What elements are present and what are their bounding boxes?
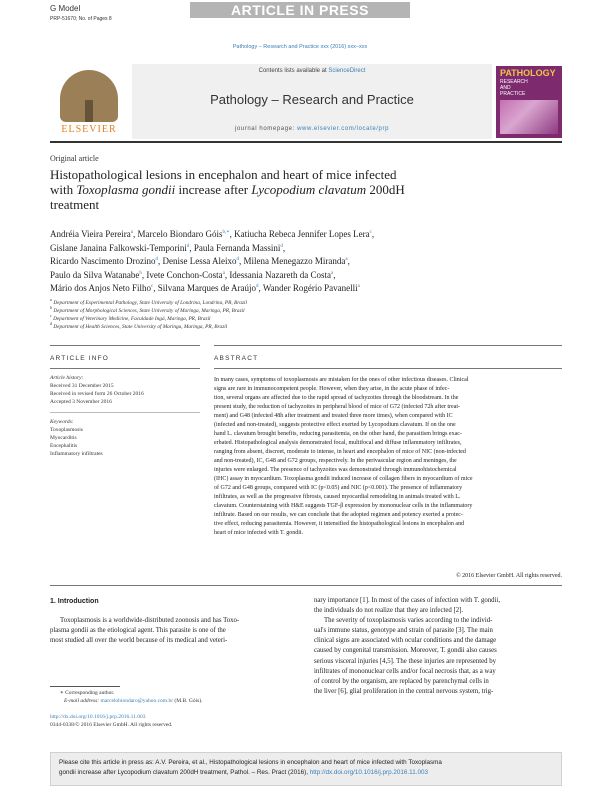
affil-sup[interactable]: b (139, 270, 142, 276)
citation-line-1: Please cite this article in press as: A.V. Pereira, et al., Histopathological lesions in encephalon and heart of mice infected with Toxoplasma (59, 759, 442, 766)
intro-line: ual's immune status, genotype and strain of parasite [3]. The main (314, 627, 493, 635)
abstract-top-rule (214, 345, 562, 346)
elsevier-tree-icon (60, 70, 118, 122)
affil-sup[interactable]: a (331, 270, 334, 276)
author-name[interactable]: Mário dos Anjos Neto Filho (50, 283, 152, 294)
abstract-sub-rule (214, 368, 562, 369)
affil-sup[interactable]: a (222, 270, 225, 276)
title-species-1: Toxoplasma gondii (76, 182, 176, 197)
doi-line (50, 714, 146, 720)
keyword-item[interactable]: Inflammatory infiltrates (50, 451, 103, 457)
abstract-body (214, 376, 562, 538)
affil-sup[interactable]: c (151, 284, 154, 290)
cover-sub-line1: AND (500, 85, 511, 91)
author-name[interactable]: , Milena Menegazzo Miranda (238, 256, 346, 267)
affil-letter: d (50, 321, 52, 326)
author-line-3: Ricardo Nascimento Drozino$^d$, Denise Lessa Aleixo$^d$, Milena Menegazzo Miranda$^a$, (50, 256, 350, 267)
journal-name: Pathology – Research and Practice (210, 92, 414, 107)
affil-sup[interactable]: d (186, 243, 190, 249)
article-in-press-banner: ARTICLE IN PRESS (190, 2, 410, 18)
g-model-label: G Model (50, 4, 81, 13)
history-accepted: Accepted 3 November 2016 (50, 399, 112, 405)
abstract-line: and non-treated), IC, G48 and G72 groups, respectively. In the perivascular region and meninges, the (214, 458, 457, 464)
title-line-1: Histopathological lesions in encephalon and heart of mice infected (50, 167, 397, 182)
intro-left-column (50, 616, 298, 646)
abstract-line: ranging from absent, discreet, moderate to intense, in heart and encephalon of mice of NIC (non-infected (214, 449, 466, 455)
top-bar (0, 0, 600, 34)
abstract-line: injuries were enlarged. The presence of tachyzoites was demonstrated through immunohistochemical (214, 467, 457, 473)
abstract-line: erbated. Histopathological analysis demonstrated focal, multifocal and diffuse inflammatory infiltrates, (214, 440, 462, 446)
abstract-line: In many cases, symptoms of toxoplasmosis are mistaken for the ones of other infectious diseases. Clinical (214, 377, 469, 383)
author-name[interactable]: , Silvana Marques de Araújo (153, 283, 256, 294)
author-line-1: Andréia Vieira Pereira$^a$, Marcelo Biondaro Góis$^{b,∗}$, Katiucha Rebeca Jennifer Lopes Lera$^c$, (50, 229, 375, 239)
citation-text: gondii increase after Lycopodium clavatum 200dH treatment, Pathol. – Res. Pract (2016), (59, 769, 310, 776)
journal-reference-link[interactable]: Pathology – Research and Practice xxx (2016) xxx–xxx (232, 44, 368, 50)
article-info-label: ARTICLE INFO (50, 355, 110, 362)
affil-text: Department of Morphological Sciences, State University of Maringa, Maringa, PR, Brazil (53, 307, 245, 314)
email-suffix: (M.B. Góis). (173, 698, 203, 704)
cover-image (500, 100, 558, 134)
elsevier-logo[interactable] (50, 66, 128, 138)
history-heading: Article history: (50, 375, 84, 381)
abstract-line: signs are rare in immunocompetent people. However, when they arise, in the acute phase of infec- (214, 386, 450, 392)
abstract-line: hand L. clavatum brought benefits, reducing parasitemia, on the other hand, the parasitism brings exac- (214, 431, 462, 437)
citation-doi-link[interactable]: http://dx.doi.org/10.1016/j.prp.2016.11.003 (309, 769, 428, 776)
keyword-item[interactable]: Myocarditis (50, 435, 77, 441)
author-name[interactable]: Andréia Vieira Pereira (50, 229, 131, 239)
author-name[interactable]: Paulo da Silva Watanabe (50, 269, 140, 280)
info-sub-rule (50, 368, 200, 369)
affil-letter: a (50, 297, 52, 302)
abstract-line: (infected and non-treated), suggests protective effect exerted by Lycopodium clavatum. If on the one (214, 422, 456, 428)
affil-sup[interactable]: a (130, 230, 133, 235)
affil-sup[interactable]: d (255, 284, 259, 290)
author-name[interactable]: , Paula Fernanda Massini (189, 242, 281, 253)
affil-sup[interactable]: d (155, 257, 158, 263)
homepage-link[interactable]: www.elsevier.com/locate/prp (297, 126, 390, 132)
affil-text: Department of Veterinary Medicine, Faculdade Ingá, Maringa, PR, Brazil (53, 315, 211, 322)
intro-line: nary importance [1]. In most of the cases of infection with T. gondii, (314, 597, 501, 604)
affiliation-d (50, 321, 530, 330)
article-type: Original article (50, 154, 99, 163)
affil-sup[interactable]: a (357, 284, 360, 290)
keywords-rule (50, 412, 200, 413)
title-text: with (50, 182, 77, 197)
author-list (50, 227, 530, 295)
intro-line: plasma gondii as the etiological agent. This parasite is one of the (50, 627, 226, 635)
prp-line: PRP-51670; No. of Pages 8 (50, 16, 112, 22)
affil-letter: c (50, 313, 52, 318)
affil-text: Department of Experimental Pathology, State University of Londrina, Londrina, PR, Brazil (53, 299, 247, 306)
keyword-item[interactable]: Toxoplasmosis (50, 427, 83, 433)
title-line-2 (50, 182, 550, 197)
affil-text: Department of Health Sciences, State University of Maringa, Maringa, PR, Brazil (53, 323, 228, 330)
intro-line: the individuals do not realize that they are infected [2]. (314, 607, 464, 615)
affil-sup[interactable]: d (280, 243, 283, 249)
abstract-line: infiltrate. Based on our results, we can conclude that the adopted regimen and potency exerted a protec- (214, 512, 463, 518)
intro-line: clinical signs are associated with ocular conditions and the damage (314, 637, 497, 645)
header-divider (50, 141, 562, 143)
journal-cover-thumbnail[interactable] (496, 66, 562, 138)
keywords-heading: Keywords: (50, 419, 74, 425)
history-received: Received 31 December 2015 (50, 383, 114, 389)
author-name[interactable]: , Denise Lessa Aleixo (157, 256, 237, 267)
author-name[interactable]: Ricardo Nascimento Drozino (50, 256, 156, 267)
intro-line: serious visceral injuries [4,5]. The these injuries are represented by (314, 657, 497, 665)
keyword-item[interactable]: Encephalitis (50, 443, 78, 449)
journal-header (50, 64, 562, 152)
intro-line: of control by the organism, are replaced by parenchymal cells in (314, 677, 489, 685)
abstract-copyright: © 2016 Elsevier GmbH. All rights reserved. (456, 573, 562, 579)
intro-line: Toxoplasmosis is a worldwide-distributed zoonosis and has Toxo- (60, 617, 240, 624)
email-label: E-mail address: (64, 698, 101, 704)
intro-line: the liver [6], glial proliferation in the central nervous system, trig- (314, 687, 494, 695)
introduction-heading: 1. Introduction (50, 598, 99, 605)
history-revised: Received in revised form 26 October 2016 (50, 391, 144, 397)
homepage-prefix: journal homepage: (234, 126, 298, 132)
info-top-rule (50, 345, 200, 346)
title-text: 200dH (366, 182, 405, 197)
email-link[interactable]: marcelobiondaro@yahoo.com.br (100, 698, 174, 704)
author-line-5 (50, 281, 530, 295)
abstract-line: clavatum. Counterstaining with H&E suggests TGF-β expression by mononuclear cells in the inflammatory (214, 503, 473, 509)
abstract-bottom-rule (50, 585, 562, 586)
issn-line: 0344-0338/© 2016 Elsevier GmbH. All rights reserved. (50, 722, 173, 728)
author-name[interactable]: , Wander Rogério Pavanelli (258, 283, 358, 294)
abstract-line: of G72 and G48 groups, compared with IC (p<0.05) and NIC (p<0.001). The presence of inflammatory (214, 485, 463, 491)
abstract-line: heart of mice infected with T. gondii. (214, 530, 304, 536)
cover-subtitle (500, 79, 528, 97)
intro-line: infiltrates of mononuclear cells and/or focal necrosis that, as a way (314, 667, 496, 675)
homepage-line (132, 126, 492, 132)
author-name[interactable]: Gislane Janaina Falkowski-Temporini (50, 242, 187, 253)
cover-sub-line2: PRACTICE (500, 91, 526, 97)
title-line-3: treatment (50, 197, 100, 212)
cover-title (500, 69, 556, 78)
affil-sup[interactable]: a (345, 257, 348, 263)
abstract-line: tive effect, reducing parasitemia. However, it intensified the histopathological lesions in encephalon and (214, 521, 465, 527)
email-note (64, 698, 203, 704)
abstract-line: present study, the reduction of tachyzoites in peripheral blood of mice of G72 (infected 72h after treat- (214, 404, 461, 410)
author-name[interactable]: , Marcelo Biondaro Góis (133, 229, 223, 239)
abstract-label: ABSTRACT (214, 355, 259, 362)
abstract-line: infiltrates, as well as the progressive fibrosis, caused myocardial remodeling in animals treated with L. (214, 494, 461, 500)
header-center-panel (132, 64, 492, 139)
intro-line: most studied all over the world because of its medical and veteri- (50, 637, 228, 645)
affil-sup[interactable]: c (369, 230, 372, 235)
cover-sub-line0: RESEARCH (500, 79, 528, 85)
affil-letter: b (50, 305, 52, 310)
doi-link[interactable]: http://dx.doi.org/10.1016/j.prp.2016.11.003 (50, 714, 146, 720)
article-title (50, 167, 550, 212)
cover-title-line1: PATHOLOGY (500, 68, 556, 78)
intro-line: caused by congenital transmission. Moreover, T. gondii also causes (314, 647, 497, 655)
sciencedirect-link[interactable]: ScienceDirect (328, 68, 366, 74)
abstract-line: ment) and G48 (infected 48h after treatment and treated three more times), when compared with IC (214, 413, 453, 419)
contents-line (132, 68, 492, 74)
author-name[interactable]: , Idessania Nazareth da Costa (224, 269, 332, 280)
author-name[interactable]: , Katiucha Rebeca Jennifer Lopes Lera (229, 229, 370, 239)
intro-line: The severity of toxoplasmosis varies according to the individ- (324, 617, 493, 625)
intro-right-column (314, 596, 562, 697)
abstract-line: (IHC) assay in myocardium. Toxoplasma gondii induced increase of collagen fibers in myocardium of mice (214, 476, 473, 482)
affil-sup[interactable]: d (236, 257, 239, 263)
author-name[interactable]: , Ivete Conchon-Costa (141, 269, 223, 280)
author-line-4: Paulo da Silva Watanabe$^b$, Ivete Conchon-Costa$^a$, Idessania Nazareth da Costa$^a$, (50, 269, 336, 280)
footnote-rule (50, 686, 120, 687)
title-species-2: Lycopodium clavatum (251, 182, 367, 197)
citation-line-2 (59, 768, 553, 778)
corresponding-author-note: ∗ Corresponding author. (60, 690, 115, 696)
citation-box (50, 752, 562, 786)
affil-sup[interactable]: b,∗ (222, 230, 230, 235)
author-line-2: Gislane Janaina Falkowski-Temporini$^d$, Paula Fernanda Massini$^d$, (50, 242, 286, 253)
title-text: increase after (175, 182, 252, 197)
elsevier-wordmark: ELSEVIER (61, 124, 117, 135)
contents-prefix: Contents lists available at (258, 68, 329, 74)
abstract-line: tion, several organs are affected due to the rapid spread of tachyzoites through the bloodstream. In the (214, 395, 459, 401)
